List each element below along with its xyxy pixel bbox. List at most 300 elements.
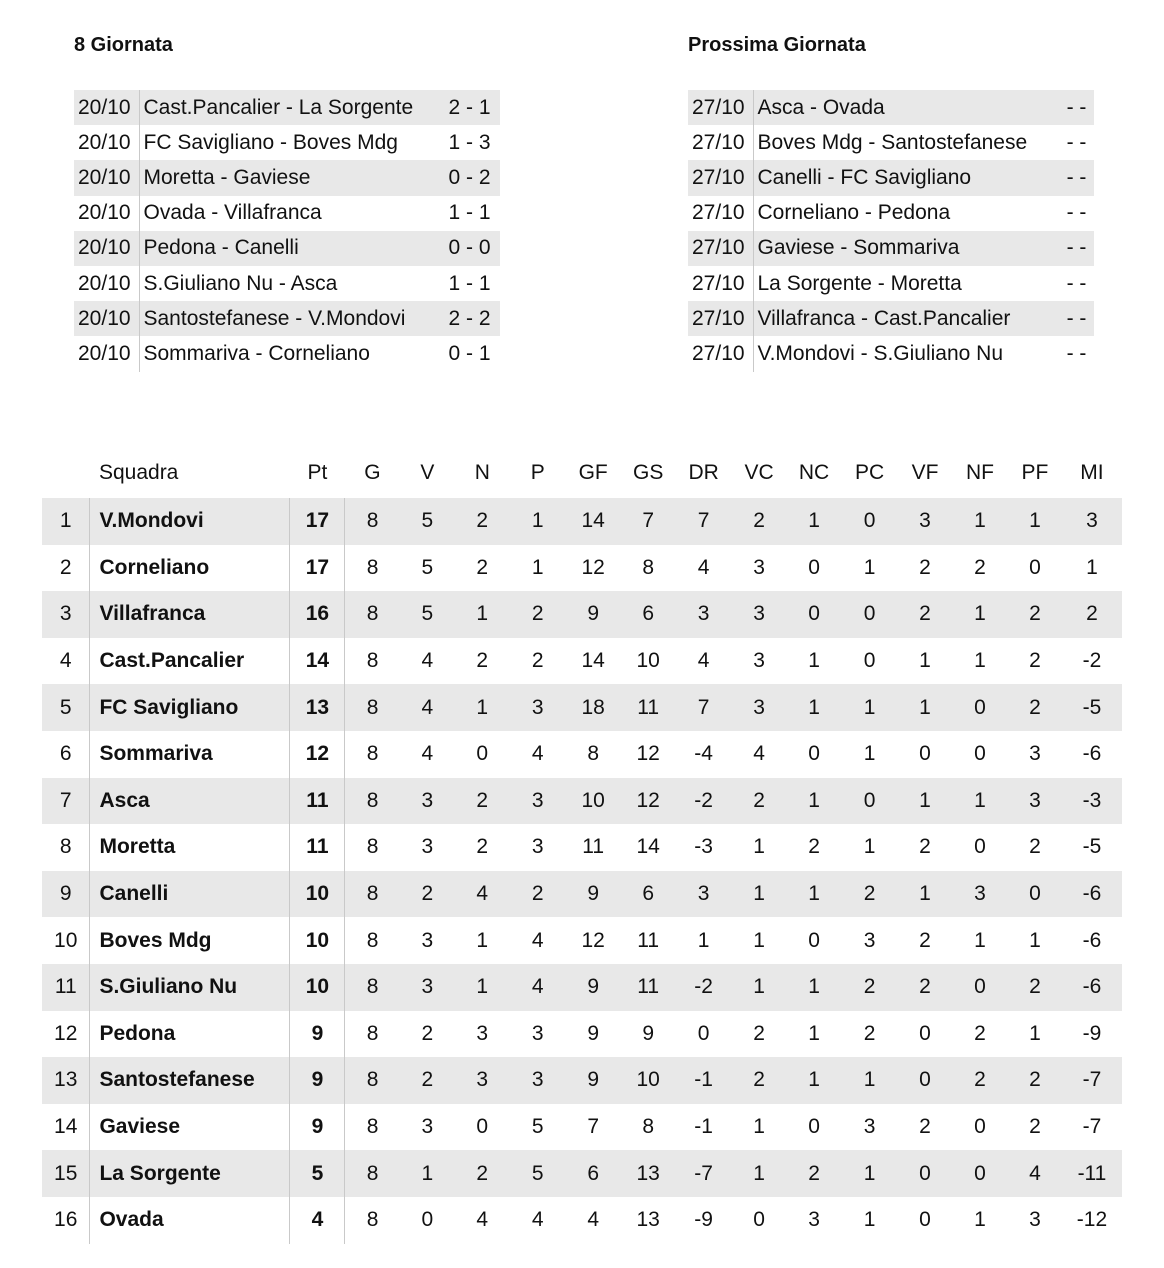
stat-cell: 4 bbox=[1007, 1150, 1062, 1197]
stat-cell: -2 bbox=[1082, 649, 1102, 673]
points-cell: 9 bbox=[290, 1057, 345, 1104]
table-row bbox=[42, 1104, 1122, 1151]
fixture-teams: Canelli - FC Savigliano bbox=[753, 160, 1060, 195]
round-results-table bbox=[74, 90, 500, 372]
stat-cell: 0 bbox=[842, 498, 898, 545]
stat-cell: 3 bbox=[863, 1115, 876, 1139]
stat-cell: 12 bbox=[636, 742, 660, 766]
stat-cell: 2 bbox=[476, 835, 489, 859]
column-header: GS bbox=[632, 461, 664, 484]
stat-cell: 4 bbox=[510, 964, 566, 1011]
stat-cell: -1 bbox=[676, 1057, 732, 1104]
stat-cell: 0 bbox=[919, 1208, 931, 1232]
rank-cell: 11 bbox=[42, 964, 90, 1011]
stat-cell: 9 bbox=[642, 1021, 654, 1045]
stat-cell: 1 bbox=[455, 964, 510, 1011]
stat-cell: 3 bbox=[421, 928, 434, 952]
stat-cell: 1 bbox=[898, 684, 953, 731]
stat-cell: 8 bbox=[345, 871, 400, 918]
fixture-row bbox=[688, 90, 1094, 125]
column-header: VF bbox=[911, 461, 939, 484]
stat-cell: 0 bbox=[952, 684, 1007, 731]
fixture-score: - - bbox=[1066, 341, 1087, 365]
stat-cell: 12 bbox=[621, 778, 676, 825]
stat-cell: 1 bbox=[1029, 928, 1041, 952]
stat-cell: 1 bbox=[974, 649, 986, 673]
stat-cell: 9 bbox=[587, 1021, 600, 1045]
stat-cell: 3 bbox=[753, 555, 765, 579]
stat-cell: 3 bbox=[808, 1208, 820, 1232]
stat-cell: 0 bbox=[974, 835, 986, 859]
stat-cell: 6 bbox=[621, 871, 676, 918]
stat-cell: 2 bbox=[898, 591, 953, 638]
stat-cell: 1 bbox=[753, 928, 765, 952]
stat-cell: 8 bbox=[345, 498, 400, 545]
rank-cell: 1 bbox=[42, 498, 90, 545]
table-row bbox=[42, 778, 1122, 825]
stat-cell: 14 bbox=[581, 649, 605, 673]
stat-cell: 3 bbox=[732, 684, 787, 731]
points-cell: 4 bbox=[290, 1197, 345, 1244]
stat-cell: 2 bbox=[732, 498, 787, 545]
stat-cell: 5 bbox=[510, 1150, 566, 1197]
stat-cell: 2 bbox=[753, 1021, 765, 1045]
fixture-score: - - bbox=[1066, 201, 1087, 225]
stat-cell: 4 bbox=[753, 742, 765, 766]
fixture-teams: Pedona - Canelli bbox=[139, 231, 440, 266]
stat-cell: 1 bbox=[531, 555, 544, 579]
points-cell: 5 bbox=[290, 1150, 345, 1197]
table-row bbox=[42, 1057, 1122, 1104]
fixture-row bbox=[688, 301, 1094, 336]
stat-cell: 4 bbox=[697, 649, 710, 673]
stat-cell: 1 bbox=[455, 684, 510, 731]
points-cell: 12 bbox=[290, 731, 345, 778]
stat-cell: 2 bbox=[1007, 964, 1062, 1011]
fixture-row bbox=[688, 196, 1094, 231]
team-name: Sommariva bbox=[90, 731, 290, 778]
stat-cell: 2 bbox=[1029, 835, 1041, 859]
points-cell: 9 bbox=[290, 1011, 345, 1058]
stat-cell: 4 bbox=[697, 555, 710, 579]
stat-cell: -2 bbox=[676, 964, 732, 1011]
stat-cell: 0 bbox=[842, 591, 898, 638]
column-header: MI bbox=[1080, 461, 1104, 484]
stat-cell: 5 bbox=[531, 1115, 544, 1139]
stat-cell: 5 bbox=[400, 591, 455, 638]
fixture-row bbox=[74, 160, 500, 195]
stat-cell: 2 bbox=[974, 555, 986, 579]
table-row bbox=[42, 1150, 1122, 1197]
stat-cell: 8 bbox=[642, 1115, 654, 1139]
stat-cell: 2 bbox=[1007, 684, 1062, 731]
stat-cell: 1 bbox=[1086, 555, 1098, 579]
stat-cell: 1 bbox=[787, 684, 842, 731]
column-header: PC bbox=[854, 461, 885, 484]
stat-cell: 1 bbox=[732, 964, 787, 1011]
stat-cell: -6 bbox=[1082, 742, 1102, 766]
stat-cell: 1 bbox=[898, 871, 953, 918]
stat-cell: 1 bbox=[974, 1208, 986, 1232]
fixture-date: 20/10 bbox=[74, 336, 139, 371]
column-header: Pt bbox=[307, 461, 328, 484]
column-header: PF bbox=[1021, 461, 1049, 484]
stat-cell: 1 bbox=[863, 555, 876, 579]
team-name: Ovada bbox=[90, 1197, 290, 1244]
rank-cell: 9 bbox=[42, 871, 90, 918]
team-name: Gaviese bbox=[90, 1104, 290, 1151]
column-header: P bbox=[530, 461, 545, 484]
stat-cell: -5 bbox=[1062, 684, 1121, 731]
stat-cell: 7 bbox=[676, 498, 732, 545]
stat-cell: 0 bbox=[919, 742, 931, 766]
points-cell: 17 bbox=[290, 545, 345, 592]
stat-cell: -3 bbox=[1062, 778, 1121, 825]
column-header bbox=[42, 448, 90, 498]
fixture-teams: Gaviese - Sommariva bbox=[753, 231, 1060, 266]
stat-cell: 1 bbox=[697, 928, 710, 952]
points-cell: 13 bbox=[290, 684, 345, 731]
fixture-date: 20/10 bbox=[74, 196, 139, 231]
stat-cell: 0 bbox=[808, 928, 820, 952]
stat-cell: 2 bbox=[1007, 1057, 1062, 1104]
stat-cell: 1 bbox=[787, 778, 842, 825]
stat-cell: 11 bbox=[582, 835, 605, 859]
stat-cell: 3 bbox=[421, 1115, 434, 1139]
stat-cell: 1 bbox=[787, 498, 842, 545]
stat-cell: 10 bbox=[566, 778, 621, 825]
points-cell: 11 bbox=[290, 778, 345, 825]
stat-cell: 11 bbox=[637, 928, 660, 952]
stat-cell: 2 bbox=[1029, 1115, 1041, 1139]
points-cell: 14 bbox=[290, 638, 345, 685]
stat-cell: 0 bbox=[952, 1150, 1007, 1197]
standings-header-row bbox=[42, 448, 1122, 498]
stat-cell: 8 bbox=[345, 684, 400, 731]
team-name: Canelli bbox=[90, 871, 290, 918]
stat-cell: 2 bbox=[898, 964, 953, 1011]
stat-cell: 1 bbox=[753, 1115, 765, 1139]
stat-cell: 1 bbox=[952, 778, 1007, 825]
fixture-score: - - bbox=[1060, 90, 1094, 125]
stat-cell: 3 bbox=[531, 1021, 544, 1045]
stat-cell: 2 bbox=[919, 835, 931, 859]
stat-cell: 3 bbox=[1029, 1208, 1041, 1232]
stat-cell: 0 bbox=[1029, 555, 1041, 579]
rank-cell: 14 bbox=[54, 1115, 78, 1139]
stat-cell: 8 bbox=[345, 1104, 400, 1151]
fixture-date: 27/10 bbox=[688, 125, 753, 160]
fixture-teams: S.Giuliano Nu - Asca bbox=[143, 271, 338, 295]
stat-cell: 13 bbox=[636, 1208, 660, 1232]
stat-cell: 4 bbox=[421, 649, 434, 673]
fixture-score: - - bbox=[1060, 160, 1094, 195]
column-header: NC bbox=[798, 461, 830, 484]
stat-cell: 2 bbox=[455, 498, 510, 545]
stat-cell: 1 bbox=[898, 778, 953, 825]
stat-cell: 5 bbox=[421, 555, 434, 579]
fixture-score: 1 - 1 bbox=[448, 201, 491, 225]
stat-cell: 1 bbox=[842, 1150, 898, 1197]
stat-cell: 1 bbox=[863, 1208, 876, 1232]
fixture-row bbox=[74, 301, 500, 336]
points-cell: 10 bbox=[290, 964, 345, 1011]
fixture-score: 0 - 2 bbox=[440, 160, 500, 195]
rank-cell: 6 bbox=[59, 742, 72, 766]
fixture-row bbox=[74, 266, 500, 301]
next-round-title: Prossima Giornata bbox=[688, 34, 866, 56]
stat-cell: 1 bbox=[919, 649, 931, 673]
stat-cell: 3 bbox=[510, 1057, 566, 1104]
stat-cell: 0 bbox=[476, 1115, 489, 1139]
stat-cell: 2 bbox=[531, 649, 544, 673]
table-row bbox=[42, 545, 1122, 592]
fixture-teams: Villafranca - Cast.Pancalier bbox=[753, 301, 1060, 336]
fixture-score: - - bbox=[1066, 271, 1087, 295]
stat-cell: 3 bbox=[1029, 742, 1041, 766]
column-header: NF bbox=[965, 461, 994, 484]
stat-cell: 8 bbox=[345, 731, 400, 778]
fixture-row bbox=[688, 336, 1094, 371]
table-row bbox=[42, 498, 1122, 545]
stat-cell: 3 bbox=[531, 835, 544, 859]
stat-cell: 1 bbox=[842, 1057, 898, 1104]
stat-cell: -11 bbox=[1062, 1150, 1121, 1197]
table-row bbox=[42, 591, 1122, 638]
fixture-row bbox=[688, 125, 1094, 160]
stat-cell: 2 bbox=[1007, 591, 1062, 638]
fixture-score: 0 - 0 bbox=[440, 231, 500, 266]
stat-cell: 5 bbox=[400, 498, 455, 545]
table-row bbox=[42, 917, 1122, 964]
fixture-date: 27/10 bbox=[688, 301, 753, 336]
fixture-date: 20/10 bbox=[74, 301, 139, 336]
stat-cell: 1 bbox=[863, 742, 876, 766]
stat-cell: 0 bbox=[421, 1208, 434, 1232]
fixture-date: 27/10 bbox=[688, 90, 753, 125]
stat-cell: 2 bbox=[919, 555, 931, 579]
fixture-teams: FC Savigliano - Boves Mdg bbox=[143, 130, 398, 154]
fixture-teams: Santostefanese - V.Mondovi bbox=[139, 301, 440, 336]
stat-cell: 3 bbox=[863, 928, 876, 952]
team-name: La Sorgente bbox=[90, 1150, 290, 1197]
column-header: Squadra bbox=[98, 461, 179, 484]
fixture-teams: Sommariva - Corneliano bbox=[143, 341, 370, 365]
stat-cell: 0 bbox=[808, 1115, 820, 1139]
fixture-date: 27/10 bbox=[688, 231, 753, 266]
stat-cell: 0 bbox=[808, 742, 820, 766]
stat-cell: 6 bbox=[566, 1150, 621, 1197]
stat-cell: 4 bbox=[421, 742, 434, 766]
rank-cell: 4 bbox=[59, 649, 72, 673]
stat-cell: 8 bbox=[345, 545, 400, 592]
stat-cell: 1 bbox=[1029, 1021, 1041, 1045]
stat-cell: 0 bbox=[753, 1208, 765, 1232]
stat-cell: -7 bbox=[1082, 1115, 1102, 1139]
stat-cell: -4 bbox=[694, 742, 713, 766]
stat-cell: 0 bbox=[842, 778, 898, 825]
stat-cell: 0 bbox=[476, 742, 489, 766]
team-name: Cast.Pancalier bbox=[90, 638, 290, 685]
stat-cell: 3 bbox=[898, 498, 953, 545]
points-cell: 16 bbox=[290, 591, 345, 638]
fixture-score: 1 - 1 bbox=[448, 271, 491, 295]
stat-cell: 2 bbox=[842, 964, 898, 1011]
stat-cell: 2 bbox=[476, 649, 489, 673]
stat-cell: 3 bbox=[676, 871, 732, 918]
stat-cell: 11 bbox=[621, 964, 676, 1011]
stat-cell: 2 bbox=[863, 1021, 876, 1045]
next-round-fixtures-table bbox=[688, 90, 1094, 372]
stat-cell: 8 bbox=[345, 1011, 400, 1058]
points-cell: 10 bbox=[290, 917, 345, 964]
fixture-score: 1 - 3 bbox=[448, 130, 491, 154]
fixture-score: 2 - 2 bbox=[440, 301, 500, 336]
fixture-teams: Corneliano - Pedona bbox=[757, 201, 951, 225]
rank-cell: 13 bbox=[42, 1057, 90, 1104]
fixture-date: 20/10 bbox=[74, 231, 139, 266]
stat-cell: -7 bbox=[1062, 1057, 1121, 1104]
stat-cell: 4 bbox=[400, 684, 455, 731]
fixture-row bbox=[688, 160, 1094, 195]
team-name: Santostefanese bbox=[90, 1057, 290, 1104]
fixture-date: 20/10 bbox=[74, 160, 139, 195]
stat-cell: 0 bbox=[697, 1021, 710, 1045]
stat-cell: 1 bbox=[510, 498, 566, 545]
stat-cell: 1 bbox=[808, 649, 820, 673]
stat-cell: 6 bbox=[621, 591, 676, 638]
stat-cell: 1 bbox=[732, 1150, 787, 1197]
stat-cell: 2 bbox=[952, 1057, 1007, 1104]
stat-cell: 8 bbox=[345, 917, 400, 964]
fixture-score: - - bbox=[1066, 130, 1087, 154]
fixture-row bbox=[74, 90, 500, 125]
stat-cell: -1 bbox=[694, 1115, 713, 1139]
stat-cell: 2 bbox=[476, 555, 489, 579]
stat-cell: 1 bbox=[863, 835, 876, 859]
stat-cell: 3 bbox=[952, 871, 1007, 918]
stat-cell: 2 bbox=[787, 1150, 842, 1197]
points-cell: 11 bbox=[290, 824, 345, 871]
stat-cell: 10 bbox=[621, 1057, 676, 1104]
team-name: FC Savigliano bbox=[90, 684, 290, 731]
rank-cell: 3 bbox=[42, 591, 90, 638]
stat-cell: -9 bbox=[1082, 1021, 1102, 1045]
stat-cell: 3 bbox=[1007, 778, 1062, 825]
fixture-teams: Moretta - Gaviese bbox=[139, 160, 440, 195]
stat-cell: 8 bbox=[345, 1197, 400, 1244]
stat-cell: -2 bbox=[676, 778, 732, 825]
fixture-teams: Asca - Ovada bbox=[753, 90, 1060, 125]
stat-cell: 1 bbox=[1007, 498, 1062, 545]
rank-cell: 12 bbox=[54, 1021, 78, 1045]
fixture-date: 20/10 bbox=[74, 125, 139, 160]
stat-cell: 0 bbox=[898, 1150, 953, 1197]
table-row bbox=[42, 1197, 1122, 1244]
stat-cell: 3 bbox=[510, 684, 566, 731]
fixture-row bbox=[688, 266, 1094, 301]
stat-cell: 2 bbox=[919, 928, 931, 952]
stat-cell: 8 bbox=[345, 638, 400, 685]
column-header: VC bbox=[744, 461, 774, 484]
column-header: DR bbox=[688, 461, 719, 484]
stat-cell: 18 bbox=[566, 684, 621, 731]
stat-cell: 4 bbox=[587, 1208, 600, 1232]
stat-cell: 8 bbox=[345, 1150, 400, 1197]
stat-cell: 8 bbox=[345, 778, 400, 825]
stat-cell: 1 bbox=[952, 498, 1007, 545]
stat-cell: 3 bbox=[753, 649, 765, 673]
stat-cell: 9 bbox=[566, 1057, 621, 1104]
fixture-teams: Boves Mdg - Santostefanese bbox=[757, 130, 1028, 154]
fixture-teams: Ovada - Villafranca bbox=[143, 201, 322, 225]
team-name: S.Giuliano Nu bbox=[90, 964, 290, 1011]
standings-table bbox=[42, 448, 1122, 1244]
stat-cell: -5 bbox=[1082, 835, 1102, 859]
stat-cell: 2 bbox=[455, 778, 510, 825]
team-name: Asca bbox=[90, 778, 290, 825]
stat-cell: 2 bbox=[732, 1057, 787, 1104]
stat-cell: 8 bbox=[642, 555, 654, 579]
column-header: G bbox=[364, 461, 381, 484]
stat-cell: 1 bbox=[732, 871, 787, 918]
stat-cell: 8 bbox=[345, 824, 400, 871]
column-header: N bbox=[474, 461, 490, 484]
stat-cell: 14 bbox=[636, 835, 660, 859]
table-row bbox=[42, 731, 1122, 778]
rank-cell: 10 bbox=[54, 928, 78, 952]
stat-cell: -6 bbox=[1082, 928, 1102, 952]
stat-cell: 12 bbox=[581, 555, 605, 579]
fixture-date: 27/10 bbox=[688, 266, 753, 301]
stat-cell: 3 bbox=[400, 964, 455, 1011]
fixture-row bbox=[688, 231, 1094, 266]
fixture-teams: La Sorgente - Moretta bbox=[757, 271, 962, 295]
rank-cell: 2 bbox=[59, 555, 72, 579]
stat-cell: 14 bbox=[566, 498, 621, 545]
fixture-date: 27/10 bbox=[688, 160, 753, 195]
stat-cell: 2 bbox=[510, 871, 566, 918]
points-cell: 9 bbox=[290, 1104, 345, 1151]
rank-cell: 16 bbox=[54, 1208, 78, 1232]
fixture-row bbox=[74, 125, 500, 160]
stat-cell: 7 bbox=[587, 1115, 600, 1139]
fixture-score: 2 - 1 bbox=[440, 90, 500, 125]
stat-cell: -6 bbox=[1062, 871, 1121, 918]
stat-cell: 0 bbox=[952, 964, 1007, 1011]
stat-cell: -9 bbox=[694, 1208, 713, 1232]
stat-cell: 4 bbox=[531, 928, 544, 952]
stat-cell: 4 bbox=[455, 871, 510, 918]
stat-cell: 4 bbox=[531, 742, 544, 766]
team-name: Corneliano bbox=[90, 545, 290, 592]
fixture-row bbox=[74, 196, 500, 231]
stat-cell: 3 bbox=[421, 835, 434, 859]
stat-cell: 3 bbox=[400, 778, 455, 825]
stat-cell: -7 bbox=[676, 1150, 732, 1197]
stat-cell: 2 bbox=[400, 871, 455, 918]
stat-cell: 2 bbox=[510, 591, 566, 638]
stat-cell: 2 bbox=[974, 1021, 986, 1045]
stat-cell: 1 bbox=[455, 591, 510, 638]
team-name: Pedona bbox=[90, 1011, 290, 1058]
stat-cell: -12 bbox=[1076, 1208, 1108, 1232]
stat-cell: 1 bbox=[753, 835, 765, 859]
stat-cell: 0 bbox=[863, 649, 876, 673]
table-row bbox=[42, 684, 1122, 731]
fixture-teams: V.Mondovi - S.Giuliano Nu bbox=[757, 341, 1004, 365]
table-row bbox=[42, 964, 1122, 1011]
